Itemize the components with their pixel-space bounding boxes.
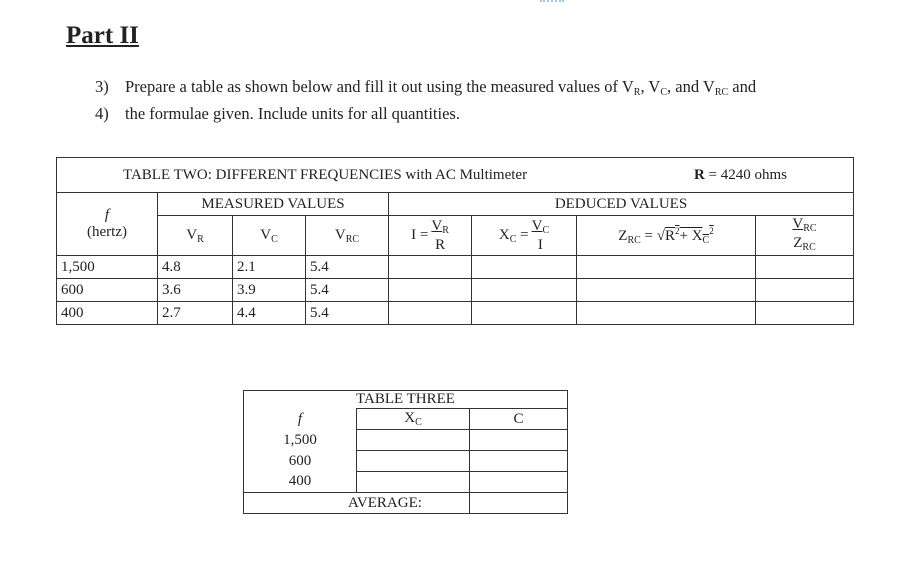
f-symbol: f xyxy=(104,207,110,223)
col-vc-header: $V_C$ xyxy=(233,216,306,256)
cell-empty xyxy=(472,256,577,279)
t3-cell-frequency: 400 xyxy=(244,472,357,493)
table-two-title-cell xyxy=(57,158,854,193)
cell-empty xyxy=(577,302,756,325)
table-row xyxy=(244,493,568,514)
t3-c-header: C xyxy=(470,409,568,430)
cell-frequency: 1,500 xyxy=(57,256,158,279)
cell-empty xyxy=(470,451,568,472)
table-three xyxy=(243,390,568,514)
cell-vrc: 5.4 xyxy=(306,279,389,302)
cell-vc: 2.1 xyxy=(233,256,306,279)
cell-empty xyxy=(756,279,854,302)
cell-vr: 3.6 xyxy=(158,279,233,302)
cell-empty xyxy=(470,472,568,493)
resistance-label xyxy=(694,167,787,184)
r-symbol: R xyxy=(693,166,705,183)
subscript: R xyxy=(633,87,641,98)
cell-empty xyxy=(756,256,854,279)
cell-empty xyxy=(357,451,470,472)
col-current-formula: I = $\frac{V_R}{R}$ xyxy=(389,216,472,256)
cell-empty xyxy=(389,302,472,325)
table-row xyxy=(57,302,854,325)
section-heading: Part II xyxy=(66,22,139,49)
deduced-values-header: DEDUCED VALUES xyxy=(389,193,854,216)
cell-empty xyxy=(357,430,470,451)
table-row xyxy=(244,430,568,451)
top-dots-decoration xyxy=(540,0,564,4)
measured-values-header: MEASURED VALUES xyxy=(158,193,389,216)
col-vrc-header: $V_{RC}$ xyxy=(306,216,389,256)
table-two-title: TABLE TWO: DIFFERENT FREQUENCIES with AC Multimeter xyxy=(123,166,528,183)
instruction-text: , and V xyxy=(667,77,715,96)
cell-vc: 4.4 xyxy=(233,302,306,325)
table-three-title: TABLE THREE xyxy=(244,391,568,409)
t3-average-label: AVERAGE: xyxy=(244,493,470,514)
table-two xyxy=(56,157,854,325)
instruction-text: the formulae given. Include units for all quantities. xyxy=(125,104,460,123)
table-row xyxy=(244,472,568,493)
cell-frequency: 600 xyxy=(57,279,158,302)
col-vr-header: $V_R$ xyxy=(158,216,233,256)
instruction-text: Prepare a table as shown below and fill it out using the measured values of V xyxy=(125,77,634,96)
cell-vrc: 5.4 xyxy=(306,302,389,325)
t3-cell-frequency: 600 xyxy=(244,451,357,472)
instruction-item-4 xyxy=(95,103,756,124)
instruction-text: and xyxy=(728,77,757,96)
cell-vr: 4.8 xyxy=(158,256,233,279)
t3-cell-frequency: 1,500 xyxy=(244,430,357,451)
cell-empty xyxy=(389,256,472,279)
instructions-block xyxy=(95,76,756,124)
table-row xyxy=(57,256,854,279)
cell-empty xyxy=(389,279,472,302)
col-ratio-formula: $\frac{V_{RC}}{Z_{RC}}$ xyxy=(756,216,854,256)
table-row xyxy=(244,451,568,472)
cell-frequency: 400 xyxy=(57,302,158,325)
cell-empty xyxy=(577,256,756,279)
instruction-number: 3) xyxy=(95,77,109,96)
instruction-number: 4) xyxy=(95,104,109,123)
f-unit: (hertz) xyxy=(87,224,127,240)
cell-vr: 2.7 xyxy=(158,302,233,325)
t3-f-header: f xyxy=(244,409,357,430)
cell-empty xyxy=(472,302,577,325)
cell-empty xyxy=(470,493,568,514)
t3-xc-header: $X_C$ xyxy=(357,409,470,430)
col-xc-formula: $X_C$ = $\frac{V_C}{I}$ xyxy=(472,216,577,256)
r-value: = 4240 ohms xyxy=(704,166,787,183)
instruction-item-3 xyxy=(95,76,756,103)
col-zrc-formula: $Z_{RC} = √R^2+ X_C^2$ xyxy=(577,216,756,256)
frequency-header xyxy=(57,193,158,256)
cell-empty xyxy=(577,279,756,302)
cell-vrc: 5.4 xyxy=(306,256,389,279)
cell-empty xyxy=(470,430,568,451)
subscript: C xyxy=(660,87,667,98)
sqrt-symbol: √ xyxy=(656,227,665,244)
table-row xyxy=(57,279,854,302)
cell-empty xyxy=(472,279,577,302)
subscript: RC xyxy=(714,87,729,98)
cell-empty xyxy=(756,302,854,325)
cell-vc: 3.9 xyxy=(233,279,306,302)
cell-empty xyxy=(357,472,470,493)
instruction-text: , V xyxy=(640,77,661,96)
